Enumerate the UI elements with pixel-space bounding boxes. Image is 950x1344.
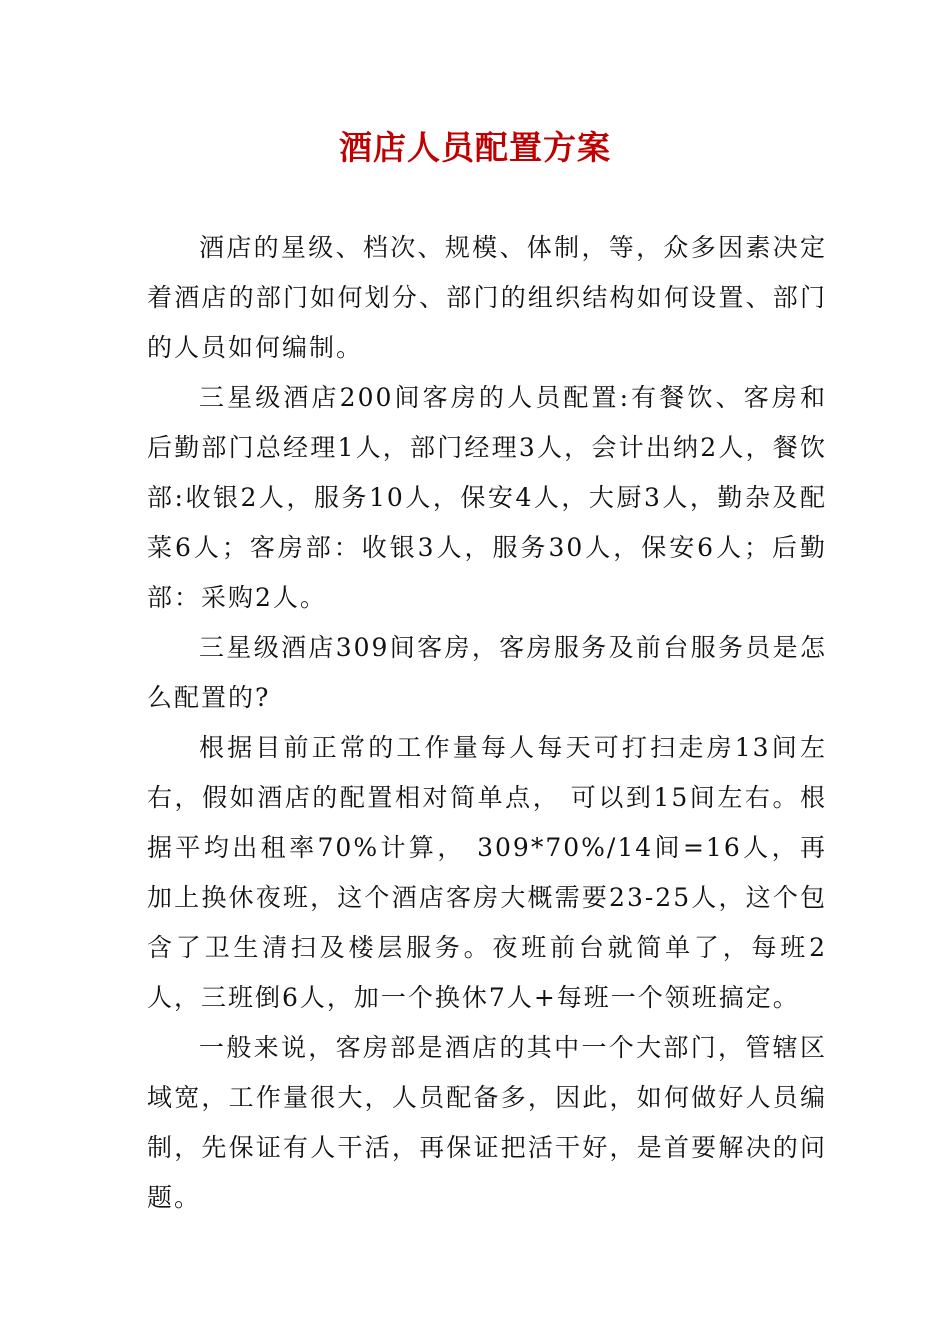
document-body — [147, 223, 827, 1223]
paragraph-200-rooms: 三星级酒店200间客房的人员配置:有餐饮、客房和后勤部门总经理1人，部门经理3人，会计出纳2人，餐饮部:收银2人，服务10人，保安4人，大厨3人，勤杂及配菜6人；客房部：收银3人，服务30人，保安6人；后勤部：采购2人。 — [147, 383, 827, 612]
paragraph-309-question: 三星级酒店309间客房，客房服务及前台服务员是怎么配置的? — [147, 633, 827, 712]
paragraph-workload: 根据目前正常的工作量每人每天可打扫走房13间左右，假如酒店的配置相对简单点， 可以到15间左右。根据平均出租率70%计算， 309*70%/14间=16人，再加上换休夜班，这个酒店客房大概需要23-25人，这个包含了卫生清扫及楼层服务。夜班前台就简单了，每班2人，三班倒6人，加一个换休7人+每班一个领班搞定。 — [147, 733, 827, 1012]
paragraph-conclusion: 一般来说，客房部是酒店的其中一个大部门，管辖区域宽，工作量很大，人员配备多，因此，如何做好人员编制，先保证有人干活，再保证把活干好，是首要解决的问题。 — [147, 1033, 827, 1212]
paragraph-intro: 酒店的星级、档次、规模、体制，等，众多因素决定着酒店的部门如何划分、部门的组织结构如何设置、部门的人员如何编制。 — [147, 233, 827, 362]
document-title: 酒店人员配置方案 — [339, 128, 611, 167]
